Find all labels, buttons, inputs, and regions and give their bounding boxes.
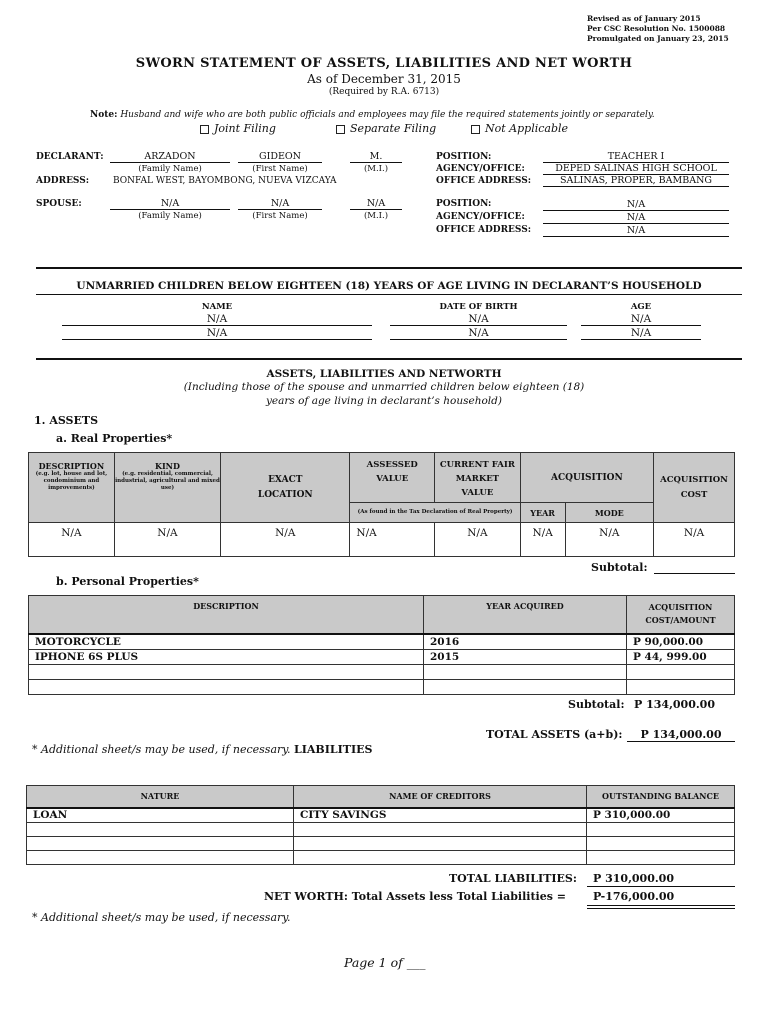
spouse-position-label: POSITION: xyxy=(436,199,492,209)
note-label: Note: xyxy=(90,110,118,120)
filing-option-joint[interactable]: Joint Filing xyxy=(200,122,276,135)
personal-properties-heading: b. Personal Properties* xyxy=(56,575,199,588)
total-liabilities-label: TOTAL LIABILITIES: xyxy=(449,872,577,885)
children-col-age: AGE xyxy=(630,302,652,312)
liabilities-col-balance: OUTSTANDING BALANCE xyxy=(587,786,735,808)
spouse-family-name[interactable]: N/A xyxy=(110,198,230,210)
liability-nature-cell[interactable]: LOAN xyxy=(27,808,294,823)
child-dob[interactable]: N/A xyxy=(390,313,567,326)
declarant-label: DECLARANT: xyxy=(36,152,104,162)
mi-caption: (M.I.) xyxy=(363,164,389,174)
liabilities-table xyxy=(26,785,735,865)
declarant-position[interactable]: TEACHER I xyxy=(543,151,729,163)
liability-empty-cell[interactable] xyxy=(294,851,587,865)
real-properties-heading: a. Real Properties* xyxy=(56,432,173,445)
declarant-family-name[interactable]: ARZADON xyxy=(110,151,230,163)
checkbox-icon[interactable] xyxy=(471,125,480,134)
real-cell[interactable]: N/A xyxy=(435,523,521,557)
liability-empty-cell[interactable] xyxy=(587,837,735,851)
liabilities-col-creditor: NAME OF CREDITORS xyxy=(294,786,587,808)
child-age[interactable]: N/A xyxy=(581,313,701,326)
real-col-location: EXACT LOCATION xyxy=(221,453,350,523)
declarant-address[interactable]: BONFAL WEST, BAYOMBONG, NUEVA VIZCAYA xyxy=(113,176,337,186)
declarant-agency[interactable]: DEPED SALINAS HIGH SCHOOL xyxy=(543,163,729,175)
checkbox-icon[interactable] xyxy=(336,125,345,134)
required-by: (Required by R.A. 6713) xyxy=(328,87,440,97)
revision-line-2: Per CSC Resolution No. 1500088 xyxy=(587,24,726,33)
divider xyxy=(36,358,742,360)
liability-empty-cell[interactable] xyxy=(587,851,735,865)
form-title: SWORN STATEMENT OF ASSETS, LIABILITIES AND NET WORTH xyxy=(135,56,633,71)
spouse-first-caption: (First Name) xyxy=(252,211,308,221)
declarant-office-address[interactable]: SALINAS, PROPER, BAMBANG xyxy=(543,175,729,187)
real-cell[interactable]: N/A xyxy=(221,523,350,557)
spouse-agency-label: AGENCY/OFFICE: xyxy=(436,212,525,222)
additional-sheet-note: * Additional sheet/s may be used, if necessary. LIABILITIES xyxy=(32,743,373,756)
declarant-first-name[interactable]: GIDEON xyxy=(238,151,322,163)
net-worth-value: P-176,000.00 xyxy=(593,890,675,903)
position-label: POSITION: xyxy=(436,152,492,162)
aln-subtitle-2: years of age living in declarant’s household) xyxy=(266,395,502,407)
child-name[interactable]: N/A xyxy=(62,313,372,326)
real-col-description: DESCRIPTION (e.g. lot, house and lot, condominium and improvements) xyxy=(29,453,115,523)
spouse-mi[interactable]: N/A xyxy=(350,198,402,210)
personal-desc-cell[interactable]: IPHONE 6S PLUS xyxy=(29,650,424,665)
spouse-mi-caption: (M.I.) xyxy=(363,211,389,221)
personal-col-cost: ACQUISITION COST/AMOUNT xyxy=(627,596,735,634)
real-cell[interactable]: N/A xyxy=(350,523,435,557)
agency-label: AGENCY/OFFICE: xyxy=(436,164,525,174)
real-col-assessed: ASSESSED VALUE xyxy=(350,453,435,503)
spouse-office-address[interactable]: N/A xyxy=(543,225,729,237)
children-col-name: NAME xyxy=(201,302,233,312)
personal-empty-cell[interactable] xyxy=(627,665,735,680)
personal-year-cell[interactable]: 2016 xyxy=(424,634,627,650)
liabilities-col-nature: NATURE xyxy=(27,786,294,808)
personal-empty-cell[interactable] xyxy=(29,680,424,695)
spouse-agency[interactable]: N/A xyxy=(543,212,729,224)
page-number: Page 1 of ___ xyxy=(344,955,426,970)
children-heading: UNMARRIED CHILDREN BELOW EIGHTEEN (18) YEARS OF AGE LIVING IN DECLARANT’S HOUSEHOLD xyxy=(76,280,702,292)
assets-heading: 1. ASSETS xyxy=(34,414,99,427)
total-liabilities-value: P 310,000.00 xyxy=(593,872,674,885)
total-assets-label: TOTAL ASSETS (a+b): xyxy=(486,728,623,741)
net-worth-line xyxy=(587,908,735,909)
personal-col-year: YEAR ACQUIRED xyxy=(424,596,627,634)
liability-empty-cell[interactable] xyxy=(27,823,294,837)
child-age[interactable]: N/A xyxy=(581,327,701,340)
revision-info xyxy=(587,14,729,44)
personal-subtotal-label: Subtotal: xyxy=(568,698,625,711)
real-cell[interactable]: N/A xyxy=(654,523,735,557)
child-name[interactable]: N/A xyxy=(62,327,372,340)
aln-subtitle-1: (Including those of the spouse and unmarried children below eighteen (18) xyxy=(183,381,585,393)
aln-heading: ASSETS, LIABILITIES AND NETWORTH xyxy=(266,368,502,380)
liability-empty-cell[interactable] xyxy=(27,837,294,851)
child-dob[interactable]: N/A xyxy=(390,327,567,340)
real-properties-table xyxy=(28,452,735,557)
note xyxy=(90,110,655,120)
office-address-label: OFFICE ADDRESS: xyxy=(436,176,532,186)
real-cell[interactable]: N/A xyxy=(29,523,115,557)
real-cell[interactable]: N/A xyxy=(114,523,220,557)
liability-empty-cell[interactable] xyxy=(587,823,735,837)
total-assets-value: P 134,000.00 xyxy=(627,728,735,742)
real-cell[interactable]: N/A xyxy=(565,523,654,557)
real-col-cfmv: CURRENT FAIR MARKET VALUE xyxy=(435,453,521,503)
real-subtotal-label: Subtotal: xyxy=(591,561,648,574)
real-col-cost: ACQUISITION COST xyxy=(654,453,735,523)
spouse-first-name[interactable]: N/A xyxy=(238,198,322,210)
real-subtotal-line xyxy=(654,573,735,574)
spouse-family-caption: (Family Name) xyxy=(138,211,202,221)
revision-line-1: Revised as of January 2015 xyxy=(587,14,701,23)
spouse-position[interactable]: N/A xyxy=(543,199,729,211)
liability-empty-cell[interactable] xyxy=(27,851,294,865)
personal-cost-cell[interactable]: P 44, 999.00 xyxy=(627,650,735,665)
total-liabilities-line xyxy=(587,886,735,887)
checkbox-icon[interactable] xyxy=(200,125,209,134)
spouse-office-address-label: OFFICE ADDRESS: xyxy=(436,225,532,235)
children-col-dob: DATE OF BIRTH xyxy=(439,302,518,312)
spouse-label: SPOUSE: xyxy=(36,199,82,209)
real-col-kind: KIND (e.g. residential, commercial, industrial, agricultural and mixed use) xyxy=(114,453,220,523)
divider xyxy=(36,294,742,295)
personal-year-cell[interactable]: 2015 xyxy=(424,650,627,665)
personal-properties-table xyxy=(28,595,735,695)
liability-empty-cell[interactable] xyxy=(294,837,587,851)
personal-col-description: DESCRIPTION xyxy=(29,596,424,634)
as-of-date: As of December 31, 2015 xyxy=(307,72,461,86)
real-cell[interactable]: N/A xyxy=(520,523,565,557)
family-name-caption: (Family Name) xyxy=(138,164,202,174)
net-worth-label: NET WORTH: Total Assets less Total Liabilities = xyxy=(264,890,566,903)
revision-line-3: Promulgated on January 23, 2015 xyxy=(587,34,729,43)
tax-declaration-note: (As found in the Tax Declaration of Real Property) xyxy=(350,503,520,523)
address-label: ADDRESS: xyxy=(36,176,90,186)
personal-desc-cell[interactable]: MOTORCYCLE xyxy=(29,634,424,650)
net-worth-line xyxy=(587,905,735,906)
personal-subtotal-value: P 134,000.00 xyxy=(634,698,715,711)
personal-empty-cell[interactable] xyxy=(627,680,735,695)
personal-empty-cell[interactable] xyxy=(29,665,424,680)
liability-balance-cell[interactable]: P 310,000.00 xyxy=(587,808,735,823)
personal-empty-cell[interactable] xyxy=(424,680,627,695)
liability-empty-cell[interactable] xyxy=(294,823,587,837)
additional-sheet-note-2: * Additional sheet/s may be used, if necessary. xyxy=(32,911,291,924)
real-col-acquisition: ACQUISITION xyxy=(520,453,653,503)
liability-creditor-cell[interactable]: CITY SAVINGS xyxy=(294,808,587,823)
real-col-mode: MODE xyxy=(565,503,654,523)
note-text: Husband and wife who are both public officials and employees may file the required statements jointly or separately. xyxy=(120,110,655,120)
filing-option-na[interactable]: Not Applicable xyxy=(471,122,568,135)
real-col-year: YEAR xyxy=(520,503,565,523)
personal-cost-cell[interactable]: P 90,000.00 xyxy=(627,634,735,650)
first-name-caption: (First Name) xyxy=(252,164,308,174)
personal-empty-cell[interactable] xyxy=(424,665,627,680)
divider xyxy=(36,267,742,269)
declarant-mi[interactable]: M. xyxy=(350,151,402,163)
filing-option-separate[interactable]: Separate Filing xyxy=(336,122,436,135)
liabilities-heading: LIABILITIES xyxy=(294,743,373,756)
